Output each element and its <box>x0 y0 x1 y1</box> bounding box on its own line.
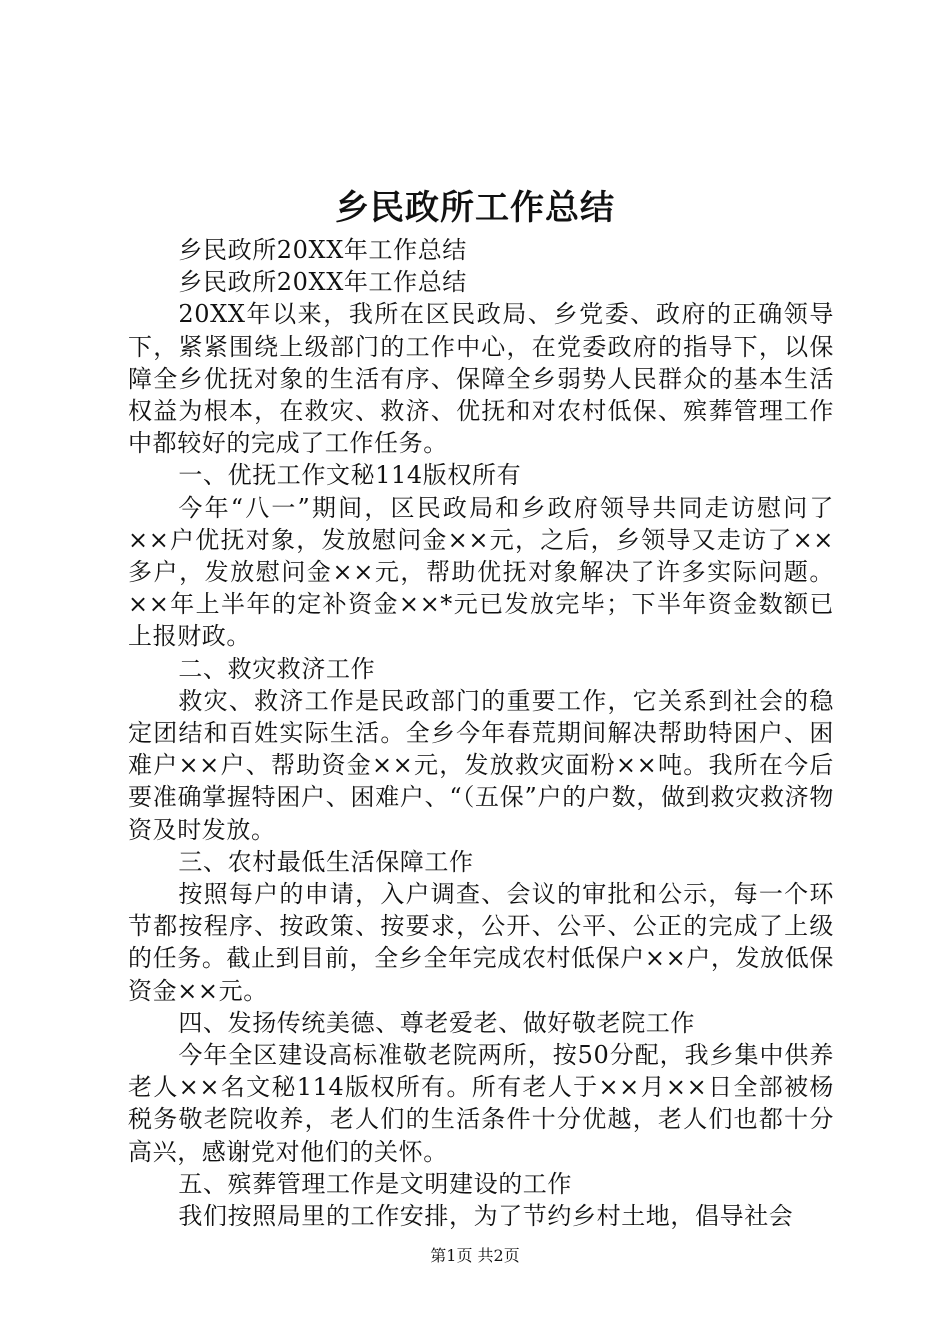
page-number-footer: 第1页 共2页 <box>430 1246 520 1265</box>
section-heading-1: 一、优抚工作文秘114版权所有 <box>178 461 522 490</box>
paragraph-subtitle-2: 乡民政所20XX年工作总结 <box>178 268 467 297</box>
paragraph-section-3: 按照每户的申请，入户调查、会议的审批和公示，每一个环节都按程序、按政策、按要求，公开、公平、公正的完成了上级的任务。截止到目前，全乡全年完成农村低保户××户，发放低保资金××元。 <box>128 880 834 1005</box>
section-heading-4: 四、发扬传统美德、尊老爱老、做好敬老院工作 <box>178 1008 695 1037</box>
section-heading-5: 五、殡葬管理工作是文明建设的工作 <box>178 1169 572 1198</box>
paragraph-section-2: 救灾、救济工作是民政部门的重要工作，它关系到社会的稳定团结和百姓实际生活。全乡今年春荒期间解决帮助特困户、困难户××户、帮助资金××元，发放救灾面粉××吨。我所在今后要准确掌握特困户、困难户、“（五保”户的户数，做到救灾救济物资及时发放。 <box>128 686 834 844</box>
paragraph-section-5: 我们按照局里的工作安排，为了节约乡村土地，倡导社会 <box>178 1202 794 1231</box>
section-heading-3: 三、农村最低生活保障工作 <box>178 847 474 876</box>
paragraph-section-4: 今年全区建设高标准敬老院两所，按50分配，我乡集中供养老人××名文秘114版权所有。所有老人于××月××日全部被杨税务敬老院收养，老人们的生活条件十分优越，老人们也都十分高兴，感谢党对他们的关怀。 <box>128 1041 834 1166</box>
section-heading-2: 二、救灾救济工作 <box>178 654 376 683</box>
document-title: 乡民政所工作总结 <box>335 188 615 228</box>
document-body <box>128 234 834 1232</box>
paragraph-subtitle-1: 乡民政所20XX年工作总结 <box>178 236 467 264</box>
paragraph-intro: 20XX年以来，我所在区民政局、乡党委、政府的正确领导下，紧紧围绕上级部门的工作中心，在党委政府的指导下，以保障全乡优抚对象的生活有序、保障全乡弱势人民群众的基本生活权益为根本，在救灾、救济、优抚和对农村低保、殡葬管理工作中都较好的完成了工作任务。 <box>128 300 834 458</box>
paragraph-section-1: 今年“八一”期间，区民政局和乡政府领导共同走访慰问了××户优抚对象，发放慰问金××元，之后，乡领导又走访了××多户，发放慰问金××元，帮助优抚对象解决了许多实际问题。××年上半年的定补资金××*元已发放完毕；下半年资金数额已上报财政。 <box>128 493 834 651</box>
